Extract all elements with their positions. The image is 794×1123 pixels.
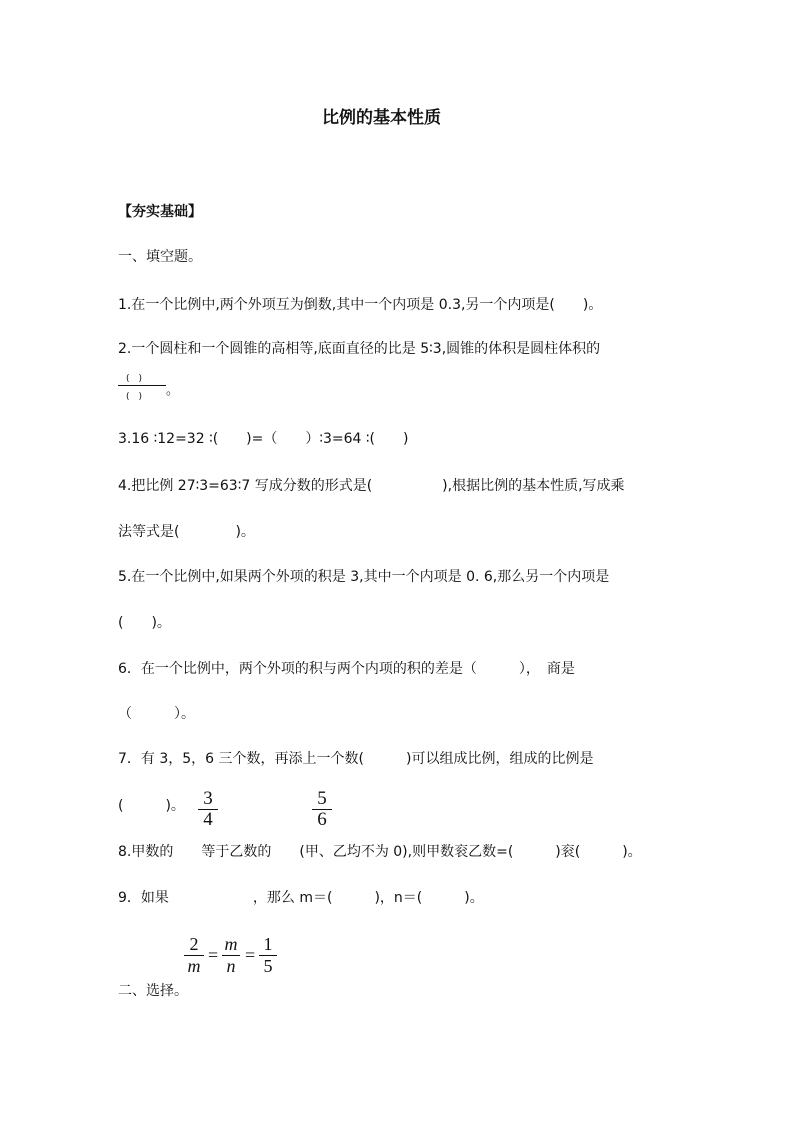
eq-f2-numerator: m: [224, 934, 238, 954]
eq-equals-2: =: [245, 945, 256, 965]
question-5-line1: 5.在一个比例中,如果两个外项的积是 3,其中一个内项是 0. 6,那么另一个内项是: [118, 569, 610, 585]
eq-equals-1: =: [208, 945, 219, 965]
q2-fraction-numerator: ( ): [126, 374, 143, 384]
question-6-line1: 6．在一个比例中，两个外项的积与两个内项的积的差是（ ）， 商是: [118, 661, 575, 677]
question-6-line2: （ ）。: [118, 706, 195, 722]
question-4-line1: 4.把比例 27∶3=63∶7 写成分数的形式是( ),根据比例的基本性质,写成乘: [118, 478, 625, 494]
eq-f3-denominator: 5: [263, 956, 273, 976]
fraction-three-quarters: [198, 789, 218, 830]
question-1: 1.在一个比例中,两个外项互为倒数,其中一个内项是 0.3,另一个内项是( )。: [118, 297, 603, 313]
eq-f1-numerator: 2: [189, 934, 199, 954]
q2-fraction-denominator: ( ): [126, 392, 143, 402]
fraction-a-denominator: 4: [203, 809, 213, 830]
question-4-line2: 法等式是( )。: [118, 524, 255, 540]
part1-heading: 一、填空题。: [118, 249, 202, 265]
eq-fraction-1: [184, 935, 204, 976]
question-5-line2: ( )。: [118, 615, 171, 631]
eq-f1-denominator: m: [187, 956, 201, 976]
page-title: 比例的基本性质: [322, 108, 441, 128]
fraction-a-numerator: 3: [203, 788, 213, 809]
eq-f3-numerator: 1: [263, 934, 273, 954]
part2-heading: 二、选择。: [118, 983, 188, 999]
question-7-line2: ( )。: [118, 798, 185, 814]
fraction-b-numerator: 5: [317, 788, 327, 809]
question-8: 8.甲数的 等于乙数的 (甲、乙均不为 0),则甲数衮乙数=( )衮( )。: [118, 844, 642, 860]
q2-end-mark: 。: [166, 383, 180, 398]
question-9-equation: [184, 935, 284, 979]
question-9: 9．如果 ，那么 m＝( )，n＝( )。: [118, 890, 484, 906]
question-7-line1: 7．有 3，5，6 三个数，再添上一个数( )可以组成比例，组成的比例是: [118, 751, 594, 767]
fraction-b-denominator: 6: [317, 809, 327, 830]
q2-fraction: [118, 374, 178, 410]
question-2: 2.一个圆柱和一个圆锥的高相等,底面直径的比是 5∶3,圆锥的体积是圆柱体积的: [118, 341, 601, 357]
eq-fraction-3: [259, 935, 277, 976]
fraction-five-sixths: [312, 789, 332, 830]
eq-fraction-2: [222, 935, 240, 976]
q2-fraction-bar: [118, 385, 166, 386]
question-3: 3.16 ∶12=32 ∶( )=（ ）∶3=64 ∶( ): [118, 431, 409, 447]
section-label: 【夯实基础】: [118, 204, 202, 220]
eq-f2-denominator: n: [226, 956, 236, 976]
